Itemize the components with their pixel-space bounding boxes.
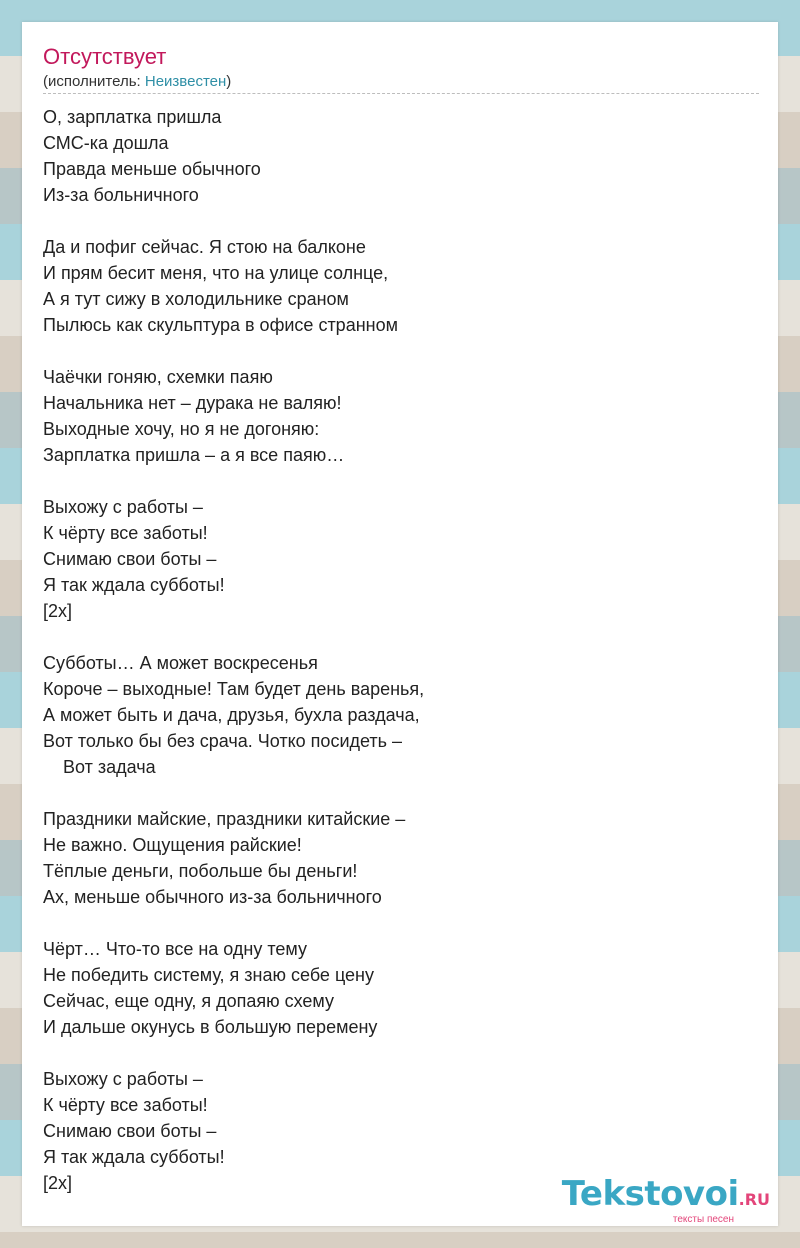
lyric-line: О, зарплатка пришла bbox=[43, 107, 222, 127]
lyric-line: И дальше окунусь в большую перемену bbox=[43, 1017, 378, 1037]
lyric-line: Не победить систему, я знаю себе цену bbox=[43, 965, 374, 985]
song-title: Отсутствует bbox=[43, 44, 167, 69]
lyric-line: Вот задача bbox=[43, 757, 156, 777]
lyric-line: Ах, меньше обычного из-за больничного bbox=[43, 887, 382, 907]
lyrics-text bbox=[43, 104, 424, 1196]
lyric-line: Правда меньше обычного bbox=[43, 159, 261, 179]
lyric-line: А я тут сижу в холодильнике сраном bbox=[43, 289, 349, 309]
lyric-line bbox=[43, 338, 424, 364]
lyric-line: Снимаю свои боты – bbox=[43, 1121, 217, 1141]
lyric-line: Пылюсь как скульптура в офисе странном bbox=[43, 315, 398, 335]
logo-tagline: тексты песен bbox=[672, 1214, 734, 1225]
artist-link[interactable]: Неизвестен bbox=[144, 73, 227, 90]
lyric-line: [2x] bbox=[43, 601, 73, 621]
lyric-line bbox=[43, 468, 424, 494]
lyric-line: Тёплые деньги, побольше бы деньги! bbox=[43, 861, 358, 881]
lyric-line: Снимаю свои боты – bbox=[43, 549, 217, 569]
lyric-line: Праздники майские, праздники китайские – bbox=[43, 809, 406, 829]
lyric-line: Да и пофиг сейчас. Я стою на балконе bbox=[43, 237, 366, 257]
lyric-line: Из-за больничного bbox=[43, 185, 199, 205]
lyric-line bbox=[43, 780, 424, 806]
lyric-line: [2x] bbox=[43, 1173, 73, 1193]
lyric-line: СМС-ка дошла bbox=[43, 133, 169, 153]
lyric-line: Не важно. Ощущения райские! bbox=[43, 835, 302, 855]
lyric-line: Я так ждала субботы! bbox=[43, 575, 225, 595]
lyric-line bbox=[43, 910, 424, 936]
lyric-line: Вот только бы без срача. Чотко посидеть – bbox=[43, 731, 403, 751]
lyric-line: И прям бесит меня, что на улице солнце, bbox=[43, 263, 389, 283]
lyric-line: Зарплатка пришла – а я все паяю… bbox=[43, 445, 345, 465]
lyric-line: Субботы… А может воскресенья bbox=[43, 653, 318, 673]
lyric-line bbox=[43, 624, 424, 650]
lyric-line: Выходные хочу, но я не догоняю: bbox=[43, 419, 320, 439]
title-divider bbox=[43, 93, 759, 94]
lyric-line: А может быть и дача, друзья, бухла раздача, bbox=[43, 705, 420, 725]
lyric-line: К чёрту все заботы! bbox=[43, 1095, 208, 1115]
lyric-line: Сейчас, еще одну, я допаяю схему bbox=[43, 991, 334, 1011]
artist-prefix: (исполнитель: bbox=[43, 73, 145, 90]
artist-line bbox=[43, 73, 231, 91]
lyric-line bbox=[43, 208, 424, 234]
logo-tld: .RU bbox=[738, 1190, 770, 1209]
logo-wordmark: Tekstovoi bbox=[561, 1174, 739, 1214]
lyric-line: Короче – выходные! Там будет день варенья, bbox=[43, 679, 425, 699]
lyric-line: Начальника нет – дурака не валяю! bbox=[43, 393, 342, 413]
lyrics-card bbox=[22, 22, 778, 1226]
lyric-line: Чаёчки гоняю, схемки паяю bbox=[43, 367, 273, 387]
lyric-line bbox=[43, 1040, 424, 1066]
lyric-line: Выхожу с работы – bbox=[43, 1069, 203, 1089]
artist-suffix: ) bbox=[226, 73, 232, 90]
lyric-line: Выхожу с работы – bbox=[43, 497, 203, 517]
lyric-line: Я так ждала субботы! bbox=[43, 1147, 225, 1167]
lyric-line: Чёрт… Что-то все на одну тему bbox=[43, 939, 307, 959]
lyric-line: К чёрту все заботы! bbox=[43, 523, 208, 543]
site-logo[interactable] bbox=[562, 1176, 770, 1226]
